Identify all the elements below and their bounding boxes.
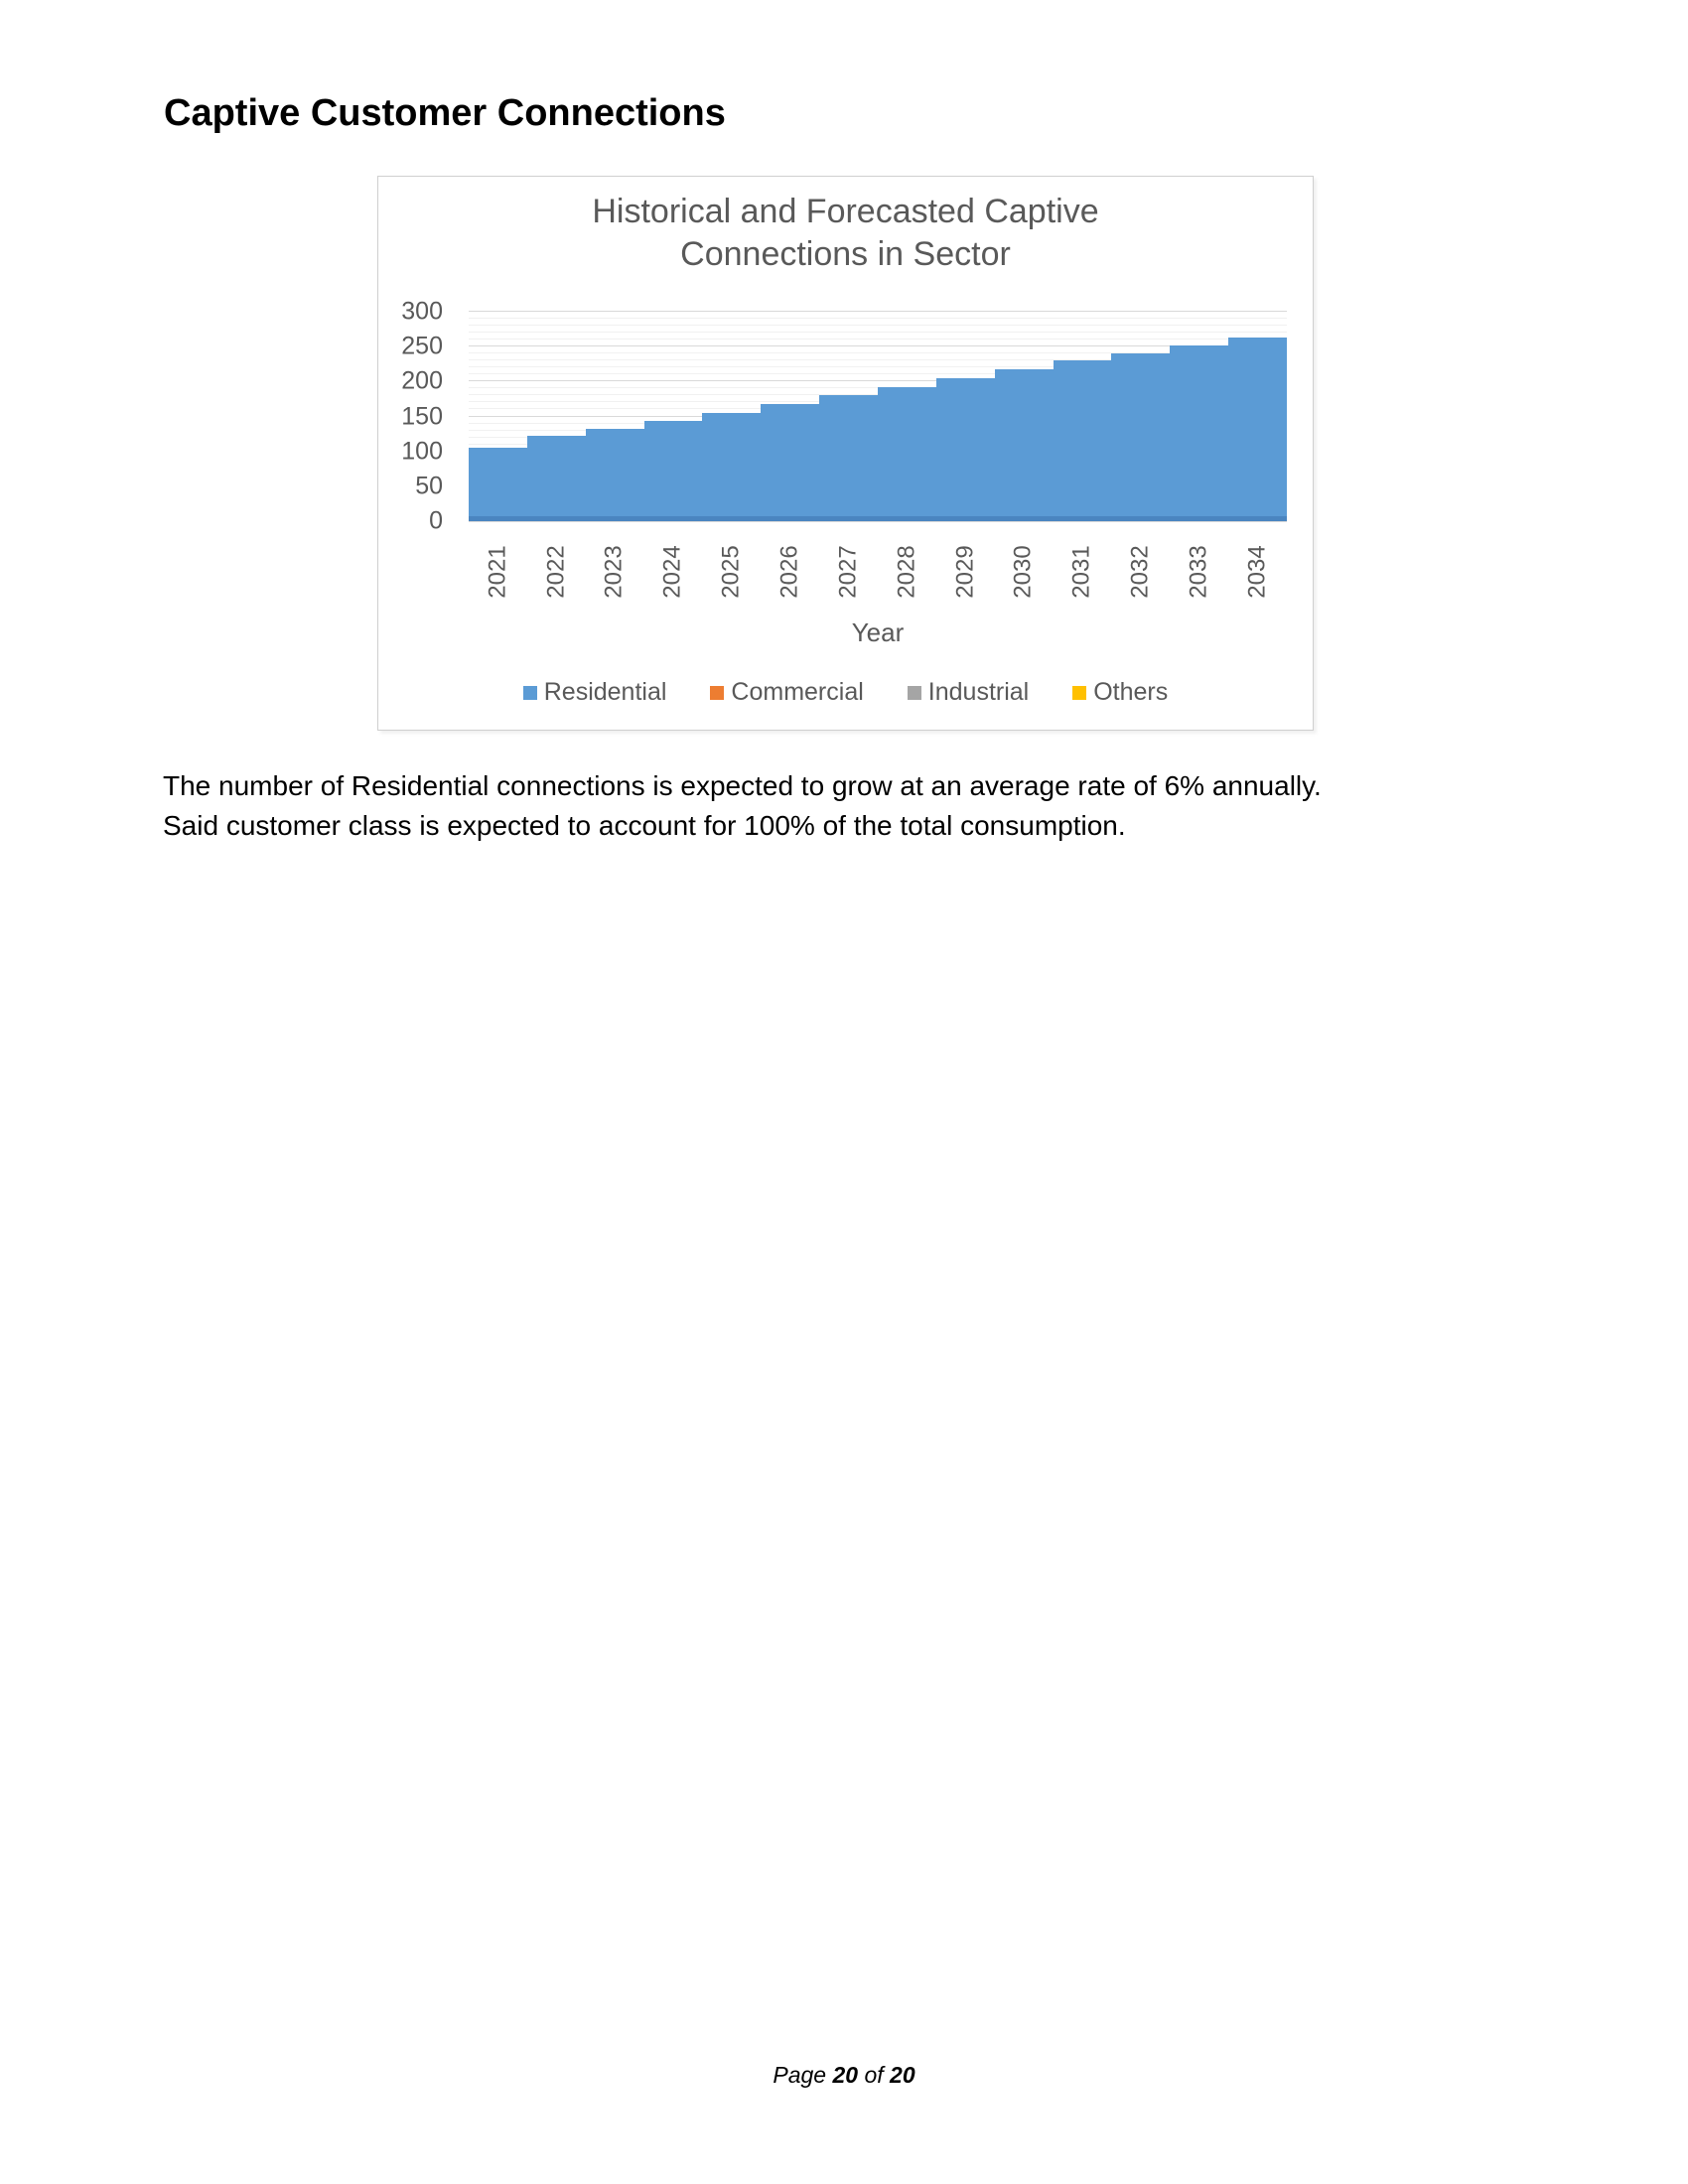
legend-label-industrial: Industrial <box>927 678 1030 706</box>
bar-residential-2031 <box>1054 360 1112 521</box>
x-tick-label-2031 <box>1054 537 1112 607</box>
y-tick-label-0: 0 <box>429 506 443 535</box>
x-tick-label-2034 <box>1228 537 1287 607</box>
x-axis-line <box>469 521 1287 522</box>
legend-swatch-industrial <box>908 686 921 700</box>
bar-residential-2025 <box>702 413 761 521</box>
x-tick-text-2032: 2032 <box>1126 545 1154 599</box>
chart-title-line-1: Historical and Forecasted Captive <box>592 193 1099 230</box>
x-tick-label-2030 <box>995 537 1054 607</box>
major-gridline-300 <box>469 311 1287 312</box>
y-tick-label-200: 200 <box>401 366 443 395</box>
bar-residential-2034 <box>1228 338 1287 521</box>
body-line-1: The number of Residential connections is expected to grow at an average rate of 6% annually. <box>163 770 1322 801</box>
bar-residential-2022 <box>527 436 586 521</box>
legend-swatch-residential <box>523 686 537 700</box>
x-tick-text-2026: 2026 <box>775 545 803 599</box>
minor-gridline-260 <box>469 339 1287 340</box>
y-axis-tick-labels <box>378 297 455 535</box>
legend-label-residential: Residential <box>543 678 667 706</box>
x-tick-text-2031: 2031 <box>1067 545 1095 599</box>
x-tick-label-2023 <box>586 537 644 607</box>
x-tick-label-2033 <box>1170 537 1228 607</box>
footer-page-prefix: Page <box>773 2062 827 2088</box>
x-tick-label-2022 <box>527 537 586 607</box>
bar-residential-2026 <box>761 404 819 521</box>
x-tick-text-2029: 2029 <box>951 545 979 599</box>
x-tick-text-2030: 2030 <box>1010 545 1038 599</box>
legend-label-commercial: Commercial <box>731 678 864 706</box>
bar-residential-2029 <box>936 378 995 521</box>
legend-item-others <box>1072 678 1168 707</box>
x-tick-label-2025 <box>702 537 761 607</box>
legend-item-industrial <box>908 678 1029 707</box>
x-tick-label-2026 <box>761 537 819 607</box>
x-tick-text-2022: 2022 <box>542 545 570 599</box>
chart-legend <box>378 678 1313 707</box>
bar-residential-2021 <box>469 448 527 521</box>
legend-item-commercial <box>710 678 863 707</box>
chart-frame <box>377 176 1314 731</box>
y-tick-label-100: 100 <box>401 437 443 466</box>
y-tick-label-150: 150 <box>401 402 443 430</box>
minor-gridline-280 <box>469 325 1287 326</box>
x-tick-text-2027: 2027 <box>834 545 862 599</box>
page-title: Captive Customer Connections <box>164 92 726 134</box>
x-tick-text-2021: 2021 <box>484 545 511 599</box>
chart-title <box>378 191 1313 276</box>
bar-residential-2024 <box>644 421 703 521</box>
x-tick-label-2028 <box>878 537 936 607</box>
bar-residential-2023 <box>586 429 644 521</box>
x-tick-text-2034: 2034 <box>1243 545 1271 599</box>
chart-title-line-2: Connections in Sector <box>680 235 1011 273</box>
y-tick-label-50: 50 <box>415 472 443 500</box>
x-tick-label-2027 <box>819 537 878 607</box>
body-line-2: Said customer class is expected to account for 100% of the total consumption. <box>163 810 1126 841</box>
x-tick-label-2024 <box>644 537 703 607</box>
bar-residential-2032 <box>1111 353 1170 522</box>
minor-gridline-290 <box>469 318 1287 319</box>
bar-residential-2033 <box>1170 345 1228 521</box>
y-tick-label-250: 250 <box>401 332 443 360</box>
x-tick-text-2033: 2033 <box>1185 545 1212 599</box>
x-tick-text-2023: 2023 <box>601 545 629 599</box>
footer-total-pages: 20 <box>890 2062 915 2088</box>
page-footer <box>0 2062 1688 2089</box>
bar-residential-2027 <box>819 395 878 521</box>
bar-residential-2030 <box>995 369 1054 521</box>
y-tick-label-300: 300 <box>401 297 443 326</box>
x-tick-text-2028: 2028 <box>893 545 920 599</box>
footer-of-label: of <box>864 2062 884 2088</box>
x-axis-title: Year <box>851 617 905 647</box>
x-axis-tick-labels <box>469 537 1287 607</box>
x-tick-label-2029 <box>936 537 995 607</box>
x-tick-text-2025: 2025 <box>717 545 745 599</box>
bar-residential-2028 <box>878 387 936 521</box>
x-tick-label-2021 <box>469 537 527 607</box>
major-gridline-250 <box>469 345 1287 346</box>
legend-item-residential <box>523 678 667 707</box>
legend-swatch-commercial <box>710 686 724 700</box>
x-tick-text-2024: 2024 <box>658 545 686 599</box>
plot-area <box>469 312 1287 521</box>
legend-swatch-others <box>1072 686 1086 700</box>
body-paragraph <box>163 766 1553 846</box>
minor-gridline-270 <box>469 332 1287 333</box>
legend-label-others: Others <box>1093 678 1169 706</box>
footer-page-number: 20 <box>832 2062 859 2088</box>
x-tick-label-2032 <box>1111 537 1170 607</box>
